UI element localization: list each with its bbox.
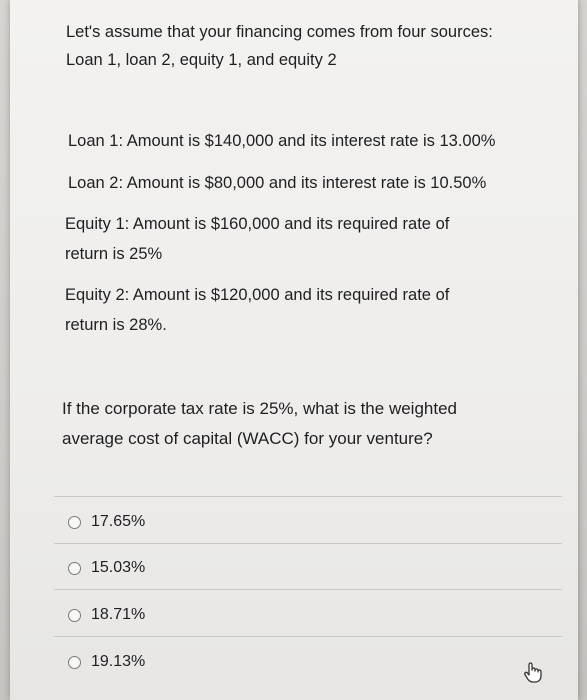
radio-button[interactable] <box>68 609 81 622</box>
answer-option-label: 18.71% <box>91 606 146 623</box>
answer-option-label: 17.65% <box>91 513 146 530</box>
intro-line-1: Let's assume that your financing comes from four sources: <box>66 23 493 41</box>
quiz-page <box>10 0 578 700</box>
equity-2-line-1: Equity 2: Amount is $120,000 and its required rate of <box>65 286 450 304</box>
question-line-1: If the corporate tax rate is 25%, what is the weighted <box>62 399 457 418</box>
loan-2-text: Loan 2: Amount is $80,000 and its interest rate is 10.50% <box>68 174 487 192</box>
equity-1-line-1: Equity 1: Amount is $160,000 and its required rate of <box>65 215 450 233</box>
answer-option-label: 15.03% <box>91 559 146 576</box>
answer-option[interactable] <box>68 650 145 674</box>
intro-text <box>66 18 556 74</box>
divider <box>54 496 562 497</box>
equity-1-text <box>65 209 535 269</box>
divider <box>54 636 562 637</box>
equity-2-text <box>65 280 535 340</box>
radio-button[interactable] <box>68 562 81 575</box>
answer-option[interactable] <box>68 556 145 580</box>
loan-1-text: Loan 1: Amount is $140,000 and its interest rate is 13.00% <box>68 132 496 150</box>
answer-option-label: 19.13% <box>91 653 146 670</box>
divider <box>54 543 562 544</box>
radio-button[interactable] <box>68 656 81 669</box>
equity-2-line-2: return is 28%. <box>65 316 167 334</box>
divider <box>54 589 562 590</box>
pointing-hand-icon <box>521 660 545 684</box>
question-line-2: average cost of capital (WACC) for your venture? <box>62 429 433 448</box>
equity-1-line-2: return is 25% <box>65 245 163 263</box>
question-text <box>62 394 552 454</box>
radio-button[interactable] <box>68 516 81 529</box>
intro-line-2: Loan 1, loan 2, equity 1, and equity 2 <box>66 51 337 69</box>
answer-option[interactable] <box>68 510 145 534</box>
answer-option[interactable] <box>68 603 145 627</box>
